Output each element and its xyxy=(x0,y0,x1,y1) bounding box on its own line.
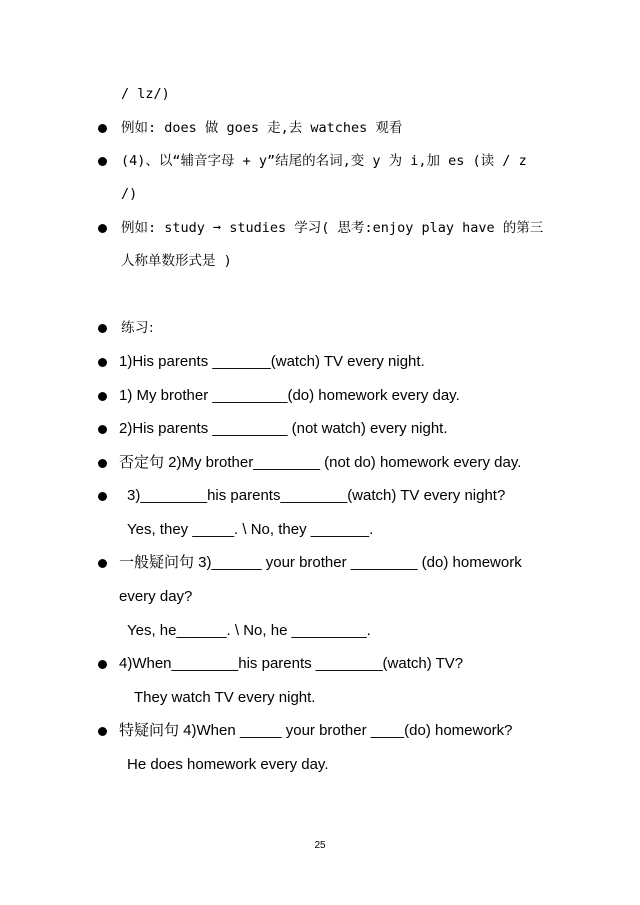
text-line: They watch TV every night. xyxy=(134,689,316,706)
text-line: Yes, they _____. \ No, they _______. xyxy=(127,521,374,538)
text-line: He does homework every day. xyxy=(127,756,329,773)
text-line: Yes, he______. \ No, he _________. xyxy=(127,622,371,639)
text-line: 1) My brother _________(do) homework every day. xyxy=(119,387,460,404)
text-line: 一般疑问句 3)______ your brother ________ (do) homework xyxy=(119,554,522,571)
bullet-point xyxy=(98,492,107,501)
text-line: / lz/) xyxy=(121,86,170,102)
text-line: 例如: does 做 goes 走,去 watches 观看 xyxy=(121,120,403,136)
text-line: 例如: study ➞ studies 学习( 思考:enjoy play have 的第三 xyxy=(121,220,544,236)
bullet-point xyxy=(98,124,107,133)
text-line: 人称单数形式是 ) xyxy=(121,253,232,269)
bullet-point xyxy=(98,459,107,468)
bullet-point xyxy=(98,358,107,367)
bullet-point xyxy=(98,727,107,736)
text-line: /) xyxy=(121,186,138,202)
page-number: 25 xyxy=(314,840,326,851)
text-line: (4)、以“辅音字母 + y”结尾的名词,变 y 为 i,加 es (读 / z xyxy=(121,153,527,169)
text-line: 2)His parents _________ (not watch) every night. xyxy=(119,420,448,437)
bullet-point xyxy=(98,392,107,401)
text-line: 练习: xyxy=(121,320,155,336)
bullet-point xyxy=(98,425,107,434)
text-line: 3)________his parents________(watch) TV every night? xyxy=(127,487,506,504)
bullet-point xyxy=(98,157,107,166)
text-line: 否定句 2)My brother________ (not do) homework every day. xyxy=(119,454,522,471)
bullet-point xyxy=(98,660,107,669)
text-line: every day? xyxy=(119,588,193,605)
text-line: 1)His parents _______(watch) TV every night. xyxy=(119,353,425,370)
bullet-point xyxy=(98,559,107,568)
text-line: 4)When________his parents ________(watch) TV? xyxy=(119,655,464,672)
bullet-point xyxy=(98,224,107,233)
text-line: 特疑问句 4)When _____ your brother ____(do) homework? xyxy=(119,722,513,739)
bullet-point xyxy=(98,324,107,333)
